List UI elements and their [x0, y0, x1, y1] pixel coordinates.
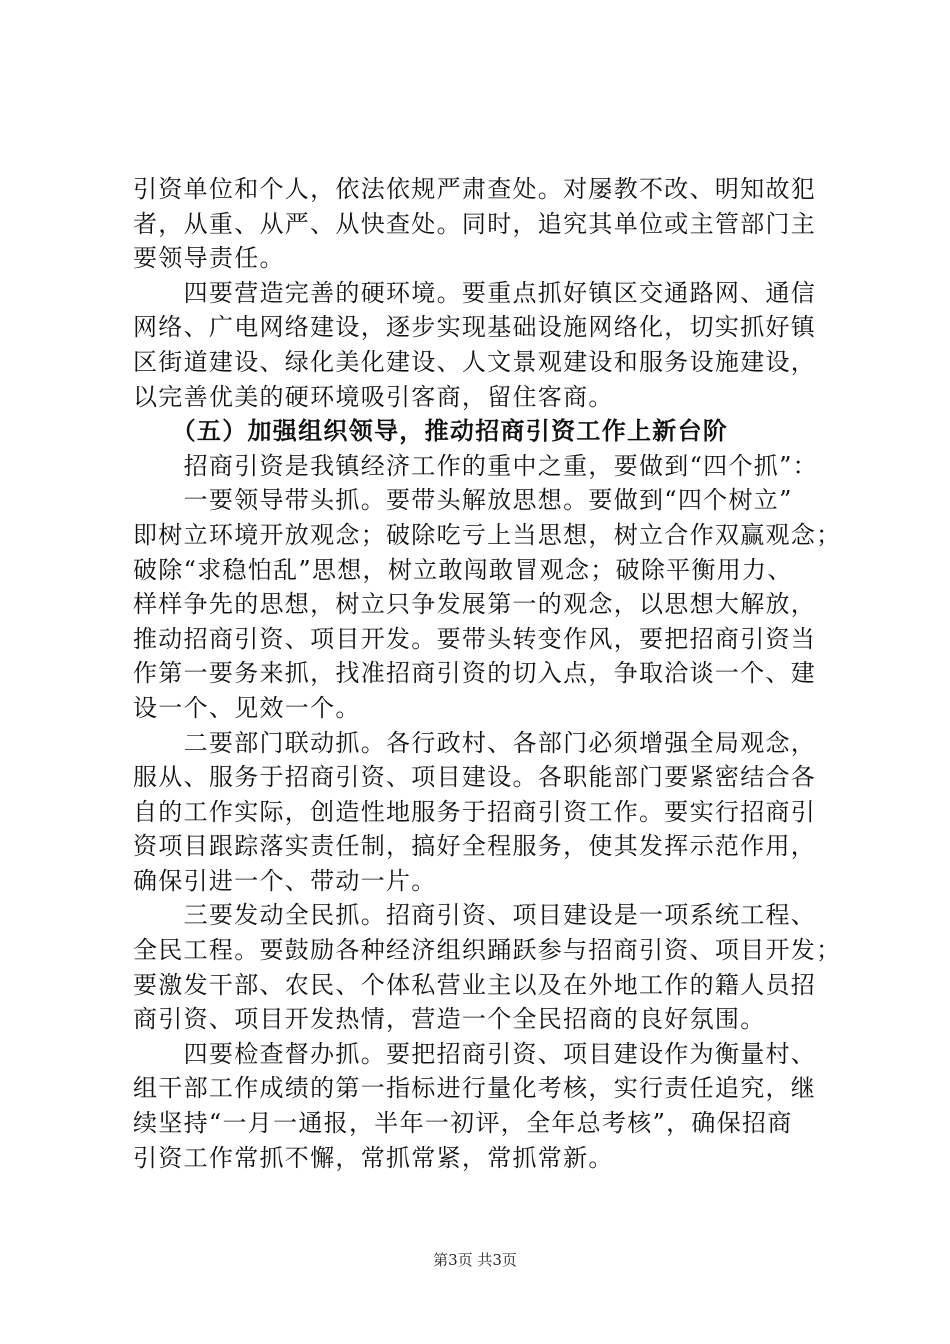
page-footer: [0, 1250, 950, 1270]
text-line: 资项目跟踪落实责任制，搞好全程服务，使其发挥示范作用，: [133, 832, 817, 861]
text-line: 即树立环境开放观念；破除吃亏上当思想，树立合作双赢观念；: [133, 520, 842, 549]
text-line: 者，从重、从严、从快查处。同时，追究其单位或主管部门主: [133, 209, 817, 238]
text-line: 设一个、见效一个。: [133, 693, 361, 722]
text-line: 服从、服务于招商引资、项目建设。各职能部门要紧密结合各: [133, 763, 817, 792]
text-line: 引资工作常抓不懈，常抓常紧，常抓常新。: [133, 1143, 614, 1172]
text-line: 要激发干部、农民、个体私营业主以及在外地工作的籍人员招: [133, 970, 817, 999]
text-line: 网络、广电网络建设，逐步实现基础设施网络化，切实抓好镇: [133, 313, 817, 342]
text-line: 组干部工作成绩的第一指标进行量化考核，实行责任追究，继: [133, 1074, 817, 1103]
text-line: 四要营造完善的硬环境。要重点抓好镇区交通路网、通信: [133, 278, 817, 307]
text-line: 商引资、项目开发热情，营造一个全民招商的良好氛围。: [133, 1005, 766, 1034]
text-line: 推动招商引资、项目开发。要带头转变作风，要把招商引资当: [133, 624, 817, 653]
text-line: 自的工作实际，创造性地服务于招商引资工作。要实行招商引: [133, 797, 817, 826]
body-text: [133, 172, 842, 1175]
text-line: 作第一要务来抓，找准招商引资的切入点，争取洽谈一个、建: [133, 659, 817, 688]
text-line: 以完善优美的硬环境吸引客商，留住客商。: [133, 382, 614, 411]
text-line: 二要部门联动抓。各行政村、各部门必须增强全局观念，: [133, 728, 817, 757]
text-line: 破除“求稳怕乱”思想，树立敢闯敢冒观念；破除平衡用力、: [133, 555, 793, 584]
text-line: 要领导责任。: [133, 244, 285, 273]
text-line: 确保引进一个、带动一片。: [133, 866, 437, 895]
text-line: 一要领导带头抓。要带头解放思想。要做到“四个树立”: [133, 486, 793, 515]
section-heading: （五）加强组织领导，推动招商引资工作上新台阶: [133, 416, 729, 446]
text-line: 样样争先的思想，树立只争发展第一的观念，以思想大解放，: [133, 590, 817, 619]
text-line: 区街道建设、绿化美化建设、人文景观建设和服务设施建设，: [133, 347, 817, 376]
text-line: 续坚持“一月一通报，半年一初评，全年总考核”，确保招商: [133, 1109, 793, 1138]
text-line: 四要检查督办抓。要把招商引资、项目建设作为衡量村、: [133, 1039, 817, 1068]
text-line: 引资单位和个人，依法依规严肃查处。对屡教不改、明知故犯: [133, 175, 817, 203]
text-line: 三要发动全民抓。招商引资、项目建设是一项系统工程、: [133, 901, 817, 930]
page-number: 第3页 共3页: [433, 1251, 517, 1269]
text-line: 全民工程。要鼓励各种经济组织踊跃参与招商引资、项目开发；: [133, 936, 842, 965]
text-line: 招商引资是我镇经济工作的重中之重，要做到“四个抓”：: [133, 451, 818, 480]
